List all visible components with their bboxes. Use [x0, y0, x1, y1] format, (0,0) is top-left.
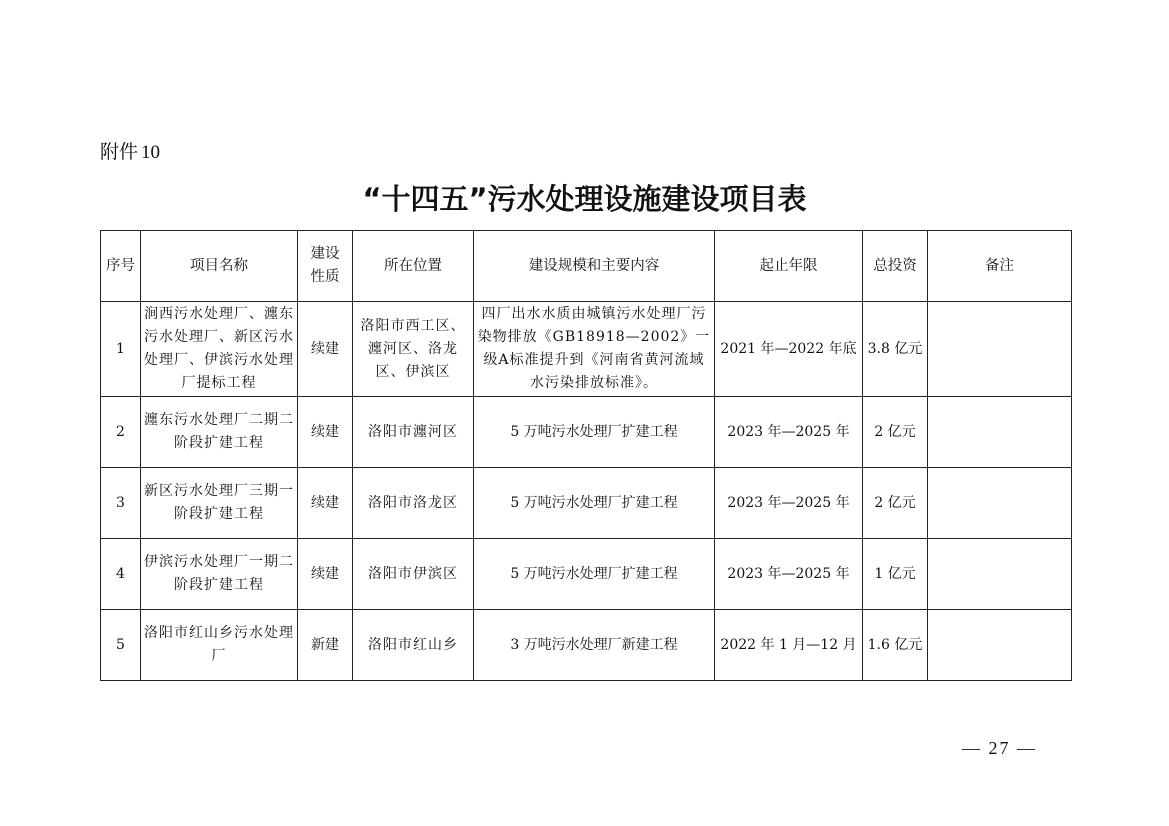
cell-seq: 5 [101, 610, 141, 681]
cell-seq: 3 [101, 468, 141, 539]
attachment-label [100, 139, 160, 166]
attachment-text: 附件 [100, 141, 139, 163]
cell-remarks [928, 539, 1072, 610]
cell-scope: 5 万吨污水处理厂扩建工程 [474, 539, 715, 610]
cell-name: 瀍东污水处理厂二期二阶段扩建工程 [141, 397, 298, 468]
cell-nature: 续建 [298, 468, 353, 539]
cell-investment: 2 亿元 [863, 397, 928, 468]
cell-nature: 续建 [298, 397, 353, 468]
cell-scope: 四厂出水水质由城镇污水处理厂污染物排放《GB18918—2002》一级A标准提升到《河南省黄河流域水污染排放标准》。 [474, 302, 715, 397]
cell-investment: 1 亿元 [863, 539, 928, 610]
header-period: 起止年限 [715, 231, 863, 302]
header-investment: 总投资 [863, 231, 928, 302]
table-row [101, 397, 1072, 468]
header-scope: 建设规模和主要内容 [474, 231, 715, 302]
cell-period: 2023 年—2025 年 [715, 539, 863, 610]
cell-period: 2021 年—2022 年底 [715, 302, 863, 397]
cell-remarks [928, 397, 1072, 468]
cell-seq: 4 [101, 539, 141, 610]
header-seq: 序号 [101, 231, 141, 302]
table-header-row [101, 231, 1072, 302]
header-name: 项目名称 [141, 231, 298, 302]
cell-remarks [928, 302, 1072, 397]
cell-name: 伊滨污水处理厂一期二阶段扩建工程 [141, 539, 298, 610]
cell-remarks [928, 468, 1072, 539]
cell-location: 洛阳市瀍河区 [353, 397, 474, 468]
cell-name: 新区污水处理厂三期一阶段扩建工程 [141, 468, 298, 539]
cell-seq: 2 [101, 397, 141, 468]
cell-nature: 续建 [298, 539, 353, 610]
table-row [101, 302, 1072, 397]
project-table [100, 230, 1072, 681]
table-row [101, 468, 1072, 539]
header-location: 所在位置 [353, 231, 474, 302]
cell-name: 洛阳市红山乡污水处理厂 [141, 610, 298, 681]
cell-period: 2023 年—2025 年 [715, 468, 863, 539]
table-row [101, 610, 1072, 681]
cell-nature: 新建 [298, 610, 353, 681]
cell-name: 涧西污水处理厂、瀍东污水处理厂、新区污水处理厂、伊滨污水处理厂提标工程 [141, 302, 298, 397]
page-number: — 27 — [962, 738, 1037, 758]
cell-period: 2022 年 1 月—12 月 [715, 610, 863, 681]
document-title: “十四五”污水处理设施建设项目表 [362, 182, 807, 216]
cell-location: 洛阳市伊滨区 [353, 539, 474, 610]
cell-investment: 2 亿元 [863, 468, 928, 539]
cell-investment: 1.6 亿元 [863, 610, 928, 681]
cell-remarks [928, 610, 1072, 681]
cell-scope: 5 万吨污水处理厂扩建工程 [474, 468, 715, 539]
cell-period: 2023 年—2025 年 [715, 397, 863, 468]
cell-seq: 1 [101, 302, 141, 397]
header-nature: 建设性质 [298, 231, 353, 302]
cell-nature: 续建 [298, 302, 353, 397]
cell-location: 洛阳市西工区、瀍河区、洛龙区、伊滨区 [353, 302, 474, 397]
table-row [101, 539, 1072, 610]
cell-location: 洛阳市红山乡 [353, 610, 474, 681]
cell-scope: 3 万吨污水处理厂新建工程 [474, 610, 715, 681]
cell-location: 洛阳市洛龙区 [353, 468, 474, 539]
attachment-number: 10 [141, 142, 161, 163]
cell-investment: 3.8 亿元 [863, 302, 928, 397]
header-remarks: 备注 [928, 231, 1072, 302]
cell-scope: 5 万吨污水处理厂扩建工程 [474, 397, 715, 468]
